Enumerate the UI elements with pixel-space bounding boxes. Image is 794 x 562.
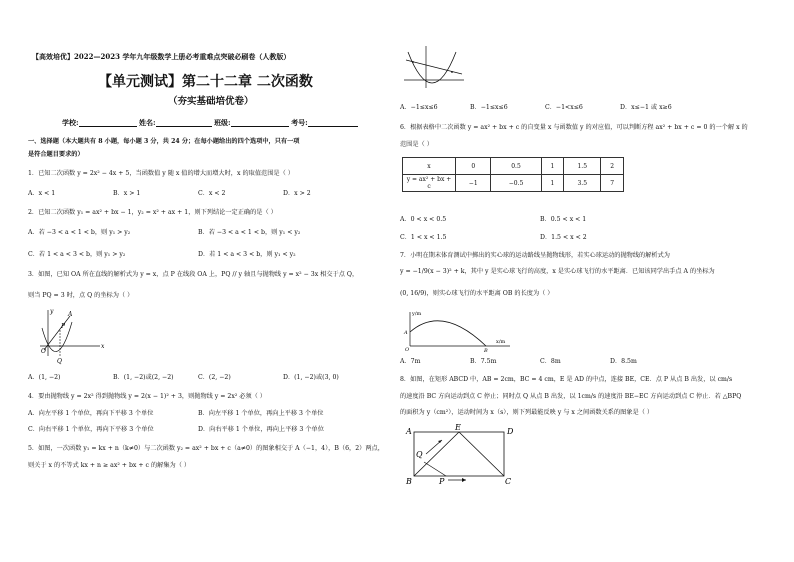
q6-option-c[interactable]: C．1 < x < 1.5 [400,234,447,241]
q3-label-q: Q [57,358,62,365]
q6-row-y [403,175,624,192]
q7-trajectory [410,321,486,346]
name-field[interactable] [156,126,212,127]
q3-label-a: A [68,311,73,318]
q1-option-d[interactable]: D．x > 2 [283,190,311,197]
q8-arrowhead-p [462,478,466,482]
q3-option-d[interactable]: D．(1, −2)或(3, 0) [283,374,339,381]
q1-option-c[interactable]: C．x < 2 [198,190,226,197]
q6-stem-2: 范围是（ ） [400,141,433,148]
q6-row-x [403,158,624,175]
info-line [62,119,358,127]
q5-figure [404,44,466,92]
q7-option-a[interactable]: A．7m [400,358,421,365]
q8-stem-3: 的面积为 y（cm²），运动时间为 x（s），则下列最能反映 y 与 x 之间函数关系的图象是（ ） [400,409,654,416]
section1-title-1: 一、选择题（本大题共有 8 小题，每小题 3 分，共 24 分；在每小题给出的四个选项中，只有一项 [28,138,300,145]
class-label: 班级: [214,118,231,127]
q3-option-b[interactable]: B．(1, −2)或(2, −2) [113,374,174,381]
q6-cell: −1 [456,175,491,192]
q6-cell: −0.5 [491,175,541,192]
q6-cell: x [403,158,456,175]
q8-label-a: A [406,427,412,436]
q7-label-o: O [405,347,410,353]
q6-value-table [402,157,624,192]
q7-label-a: A [404,330,408,336]
subtitle: （夯实基础培优卷） [168,96,254,107]
q5-option-b[interactable]: B．−1≤x≤6 [470,104,508,111]
q3-label-y: y [50,308,54,315]
q5-point-b [451,71,453,73]
number-field[interactable] [308,126,358,127]
q7-stem-2: y = −1/9(x − 3)² + k，其中 y 是实心球飞行的高度，x 是实心球飞行的水平距离．已知该同学出手点 A 的坐标为 [400,268,715,275]
q6-cell: 1 [541,175,564,192]
q6-option-d[interactable]: D．1.5 < x < 2 [540,234,587,241]
number-label: 考号: [291,118,308,127]
header-line: 【高效培优】2022—2023 学年九年级数学上册必考重难点突破必刷卷（人教版） [32,52,291,61]
left-column [28,0,388,562]
q3-figure [38,308,108,366]
q2-option-b[interactable]: B．若 −3 < a < 1 < b，则 y₁ < y₂ [198,229,301,236]
q7-stem-1: 7．小明在期末体育测试中掷出的实心球的运动路线呈抛物线形，若实心球运动的抛物线的解析式为 [400,252,670,259]
q6-stem-1: 6．根据表格中二次函数 y = ax² + bx + c 的自变量 x 与函数值 y 的对应值，可以判断方程 ax² + bx + c = 0 的一个解 x 的 [400,124,748,131]
q8-segment-pq [424,462,446,476]
q6-cell: 0.5 [491,158,541,175]
q2-option-c[interactable]: C．若 1 < a < 3 < b，则 y₁ > y₂ [28,251,126,258]
section1-title-2: 是符合题目要求的） [28,151,84,158]
q3-option-a[interactable]: A．(1, −2) [28,374,61,381]
q2-option-a[interactable]: A．若 −3 < a < 1 < b，则 y₁ > y₂ [28,229,131,236]
q4-option-c[interactable]: C．向右平移 1 个单位，再向下平移 3 个单位 [28,426,154,433]
q3-stem-2: 则当 PQ = 3 时，点 Q 的坐标为（ ） [28,292,134,299]
q5-parabola [408,52,456,83]
q3-label-p: P [61,323,66,330]
q8-rectangle [414,432,504,476]
q6-option-b[interactable]: B．0.5 < x < 1 [540,216,587,223]
q8-stem-1: 8．如图，在矩形 ABCD 中，AB = 2cm，BC = 4 cm，E 是 AD 的中点，连接 BE，CE．点 P 从点 B 出发，以 cm/s [400,376,733,383]
q8-label-q: Q [416,450,423,459]
right-column [400,0,770,562]
q6-cell: 1.5 [564,158,601,175]
q2-stem: 2．已知二次函数 y₁ = ax² + bx − 1，y₂ = x² + ax + 1，则下列结论一定正确的是（ ） [28,209,277,216]
q5-point-a [412,61,414,63]
q7-label-b: B [484,348,488,354]
q5-option-a[interactable]: A．−1≤x≤6 [400,104,438,111]
q8-label-b: B [406,477,412,486]
q6-cell: 7 [601,175,624,192]
q6-cell: 0 [456,158,491,175]
q7-option-b[interactable]: B．7.5m [470,358,497,365]
q5-option-c[interactable]: C．−1<x≤6 [545,104,583,111]
q5-option-d[interactable]: D．x≤−1 或 x≥6 [620,104,672,111]
school-field[interactable] [79,126,137,127]
q7-stem-3: (0, 16/9)，则实心球飞行的水平距离 OB 的长度为（ ） [400,290,554,297]
school-label: 学校: [62,118,79,127]
q6-cell: 1 [541,158,564,175]
q7-label-x: x/m [496,339,506,345]
q6-cell: 2 [601,158,624,175]
q7-figure [404,310,514,352]
q7-option-d[interactable]: D．8.5m [610,358,637,365]
q3-stem-1: 3．如图，已知 OA 所在直线的解析式为 y = x，点 P 在线段 OA 上，PQ // y 轴且与抛物线 y = x² − 3x 相交于点 Q， [28,271,359,278]
q8-segment-ec [459,432,504,476]
q3-label-x: x [101,343,105,350]
q1-option-b[interactable]: B．x > 1 [113,190,141,197]
q8-label-e: E [455,423,461,432]
q8-label-p: P [439,477,445,486]
q5-stem-2: 则关于 x 的不等式 kx + n ≥ ax² + bx + c 的解集为（ ） [28,462,191,469]
q6-cell: y = ax² + bx + c [403,175,456,192]
q2-option-d[interactable]: D．若 1 < a < 3 < b，则 y₁ < y₂ [198,251,296,258]
q1-option-a[interactable]: A．x < 1 [28,190,56,197]
q6-option-a[interactable]: A．0 < x < 0.5 [400,216,447,223]
q6-cell: 3.5 [564,175,601,192]
q8-label-c: C [505,477,512,486]
name-label: 姓名: [139,118,156,127]
q4-option-b[interactable]: B．向左平移 1 个单位，再向上平移 3 个单位 [198,410,324,417]
unit-title: 【单元测试】第二十二章 二次函数 [98,74,313,90]
q7-label-y: y/m [412,311,422,317]
q8-figure [404,424,516,486]
q3-option-c[interactable]: C．(2, −2) [198,374,231,381]
class-field[interactable] [231,126,289,127]
q1-stem: 1．已知二次函数 y = 2x² − 4x + 5，当函数值 y 随 x 值的增大而增大时，x 的取值范围是（ ） [28,170,294,177]
q7-option-c[interactable]: C．8m [540,358,561,365]
q4-option-d[interactable]: D．向右平移 1 个单位，再向上平移 3 个单位 [198,426,324,433]
q8-label-d: D [507,427,514,436]
q5-stem-1: 5．如图，一次函数 y₁ = kx + n（k≠0）与二次函数 y₂ = ax² + bx + c（a≠0）的图象相交于 A（−1，4），B（6，2）两点， [28,445,384,452]
q4-option-a[interactable]: A．向左平移 1 个单位，再向下平移 3 个单位 [28,410,154,417]
q3-label-o: O [41,348,46,355]
q8-stem-2: 的速度沿 BC 方向运动到点 C 停止；同时点 Q 从点 B 出发，以 1cm/s 的速度沿 BE−EC 方向运动到点 C 停止．若 △BPQ [400,393,742,400]
q4-stem: 4．要由抛物线 y = 2x² 得到抛物线 y = 2(x − 1)² + 3，则抛物线 y = 2x² 必须（ ） [28,393,266,400]
